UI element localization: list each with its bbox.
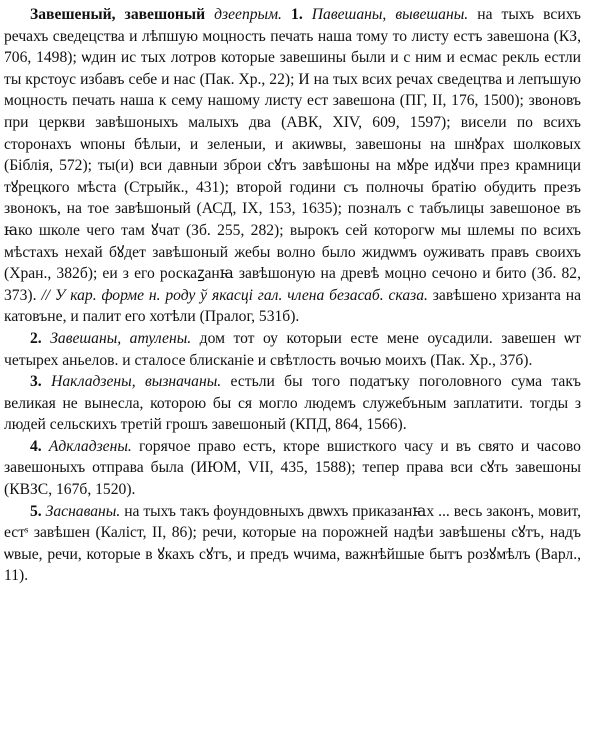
- sense-2-paragraph: [4, 328, 581, 371]
- sense-1-note: // У кар. форме н. роду ў якасці гал. члена безасаб. сказа.: [41, 286, 428, 304]
- sense-5-paragraph: [4, 501, 581, 587]
- sense-3-text: естьли бы того податъку поголовного сума такъ великая не вынесла, которою бы ся могло людемъ служебъным заплатити. тогды з людей сельскихъ третій грошъ завешоный (КПД, 864, 1566).: [4, 373, 581, 434]
- sense-1-number: 1.: [291, 6, 303, 23]
- sense-1-paragraph: [4, 4, 581, 328]
- sense-4-paragraph: [4, 436, 581, 501]
- sense-1-text: на тыхъ всихъ речахъ сведецства и лѣпшую моцность печать наша тому то листу естъ завешона (КЗ, 706, 1498); ѡдин ис тых лотров которые завешины были и с ним и есмас рекль естли ты крстоус избавъ себе и нас (Пак. Хр., 22); И на тых всих речах сведецтва и лепъшую моцность печать наша к сему нашому листу ест завешона (ПГ, II, 176, 1500); звоновъ при церкви завѣшоныхъ малыхъ два (АВК, XIV, 609, 1597); висели по всихъ сторонахъ ѡпоны бѣлыи, и зеленыи, и акиѡвы, завешоны на шнꙋрах шолковых (Біблія, 572); ты(и) вси давныи зброи сꙋтъ завѣшоны на мꙋре идꙋчи през крамници тꙋрецкого мѣста (Стрыйк., 431); второй години съ полночы братію обудить презъ звонокъ, на тое завѣшоный (АСД, IX, 153, 1635); позналъ с табълицы завешоное въ ꙗко школе чего там ꙋчат (Зб. 255, 282); вырокъ сей которогѡ мы шлемы по всихъ мѣстахъ нехай бꙋдет завѣшоный жебы волно было жидѡмъ оуживать правъ своихъ (Хран., 382б); еи з его роскаꙁанꙗ завѣшоную на древѣ моцно сечоно и бито (Зб. 82, 373).: [4, 6, 581, 304]
- sense-5-text: на тыхъ такъ фоундовныхъ двѡхъ приказанꙗх ... весь законъ, мовит, естˢ завѣшен (Каліст, II, 86); речи, которые на порожней надѣи завѣшены сꙋтъ, надъ ѡвые, речи, которые в ꙋкахъ сꙋтъ, и предъ ѡчима, важнѣйшые бытъ розꙋмѣлъ (Варл., 11).: [4, 502, 582, 585]
- sense-5-gloss: Заснаваны.: [45, 502, 121, 520]
- sense-4-text: горячое право естъ, кторе вшисткого часу и въ свято и часово завешоныхъ отправа была (ИЮМ, VII, 435, 1588); тепер права вси сꙋть завешоны (КВЗС, 167б, 1520).: [4, 437, 581, 499]
- sense-4-gloss: Адкладзены.: [48, 437, 132, 455]
- sense-4-number: 4.: [30, 437, 42, 455]
- sense-5-number: 5.: [30, 502, 42, 520]
- sense-3-gloss: Накладзены, вызначаны.: [51, 373, 222, 391]
- sense-3-number: 3.: [30, 373, 42, 391]
- sense-2-number: 2.: [30, 329, 42, 347]
- sense-3-paragraph: [4, 371, 581, 436]
- sense-1-gloss: Павешаны, вывешаны.: [311, 6, 469, 23]
- sense-1-tail: завѣшено хризанта на катовъне, и палит его хотѣли (Пралог, 531б).: [4, 286, 582, 326]
- part-of-speech: дзеепрым.: [214, 6, 282, 23]
- sense-2-gloss: Завешаны, атулены.: [50, 329, 192, 347]
- headword: Завешеный, завешоный: [30, 6, 206, 23]
- sense-2-text: дом тот оу которыи есте мене оусадили. завешен ѡт четырех аньелов. и сталосе блисканіе и свѣтлость вочью моихъ (Пак. Хр., 37б).: [4, 329, 581, 369]
